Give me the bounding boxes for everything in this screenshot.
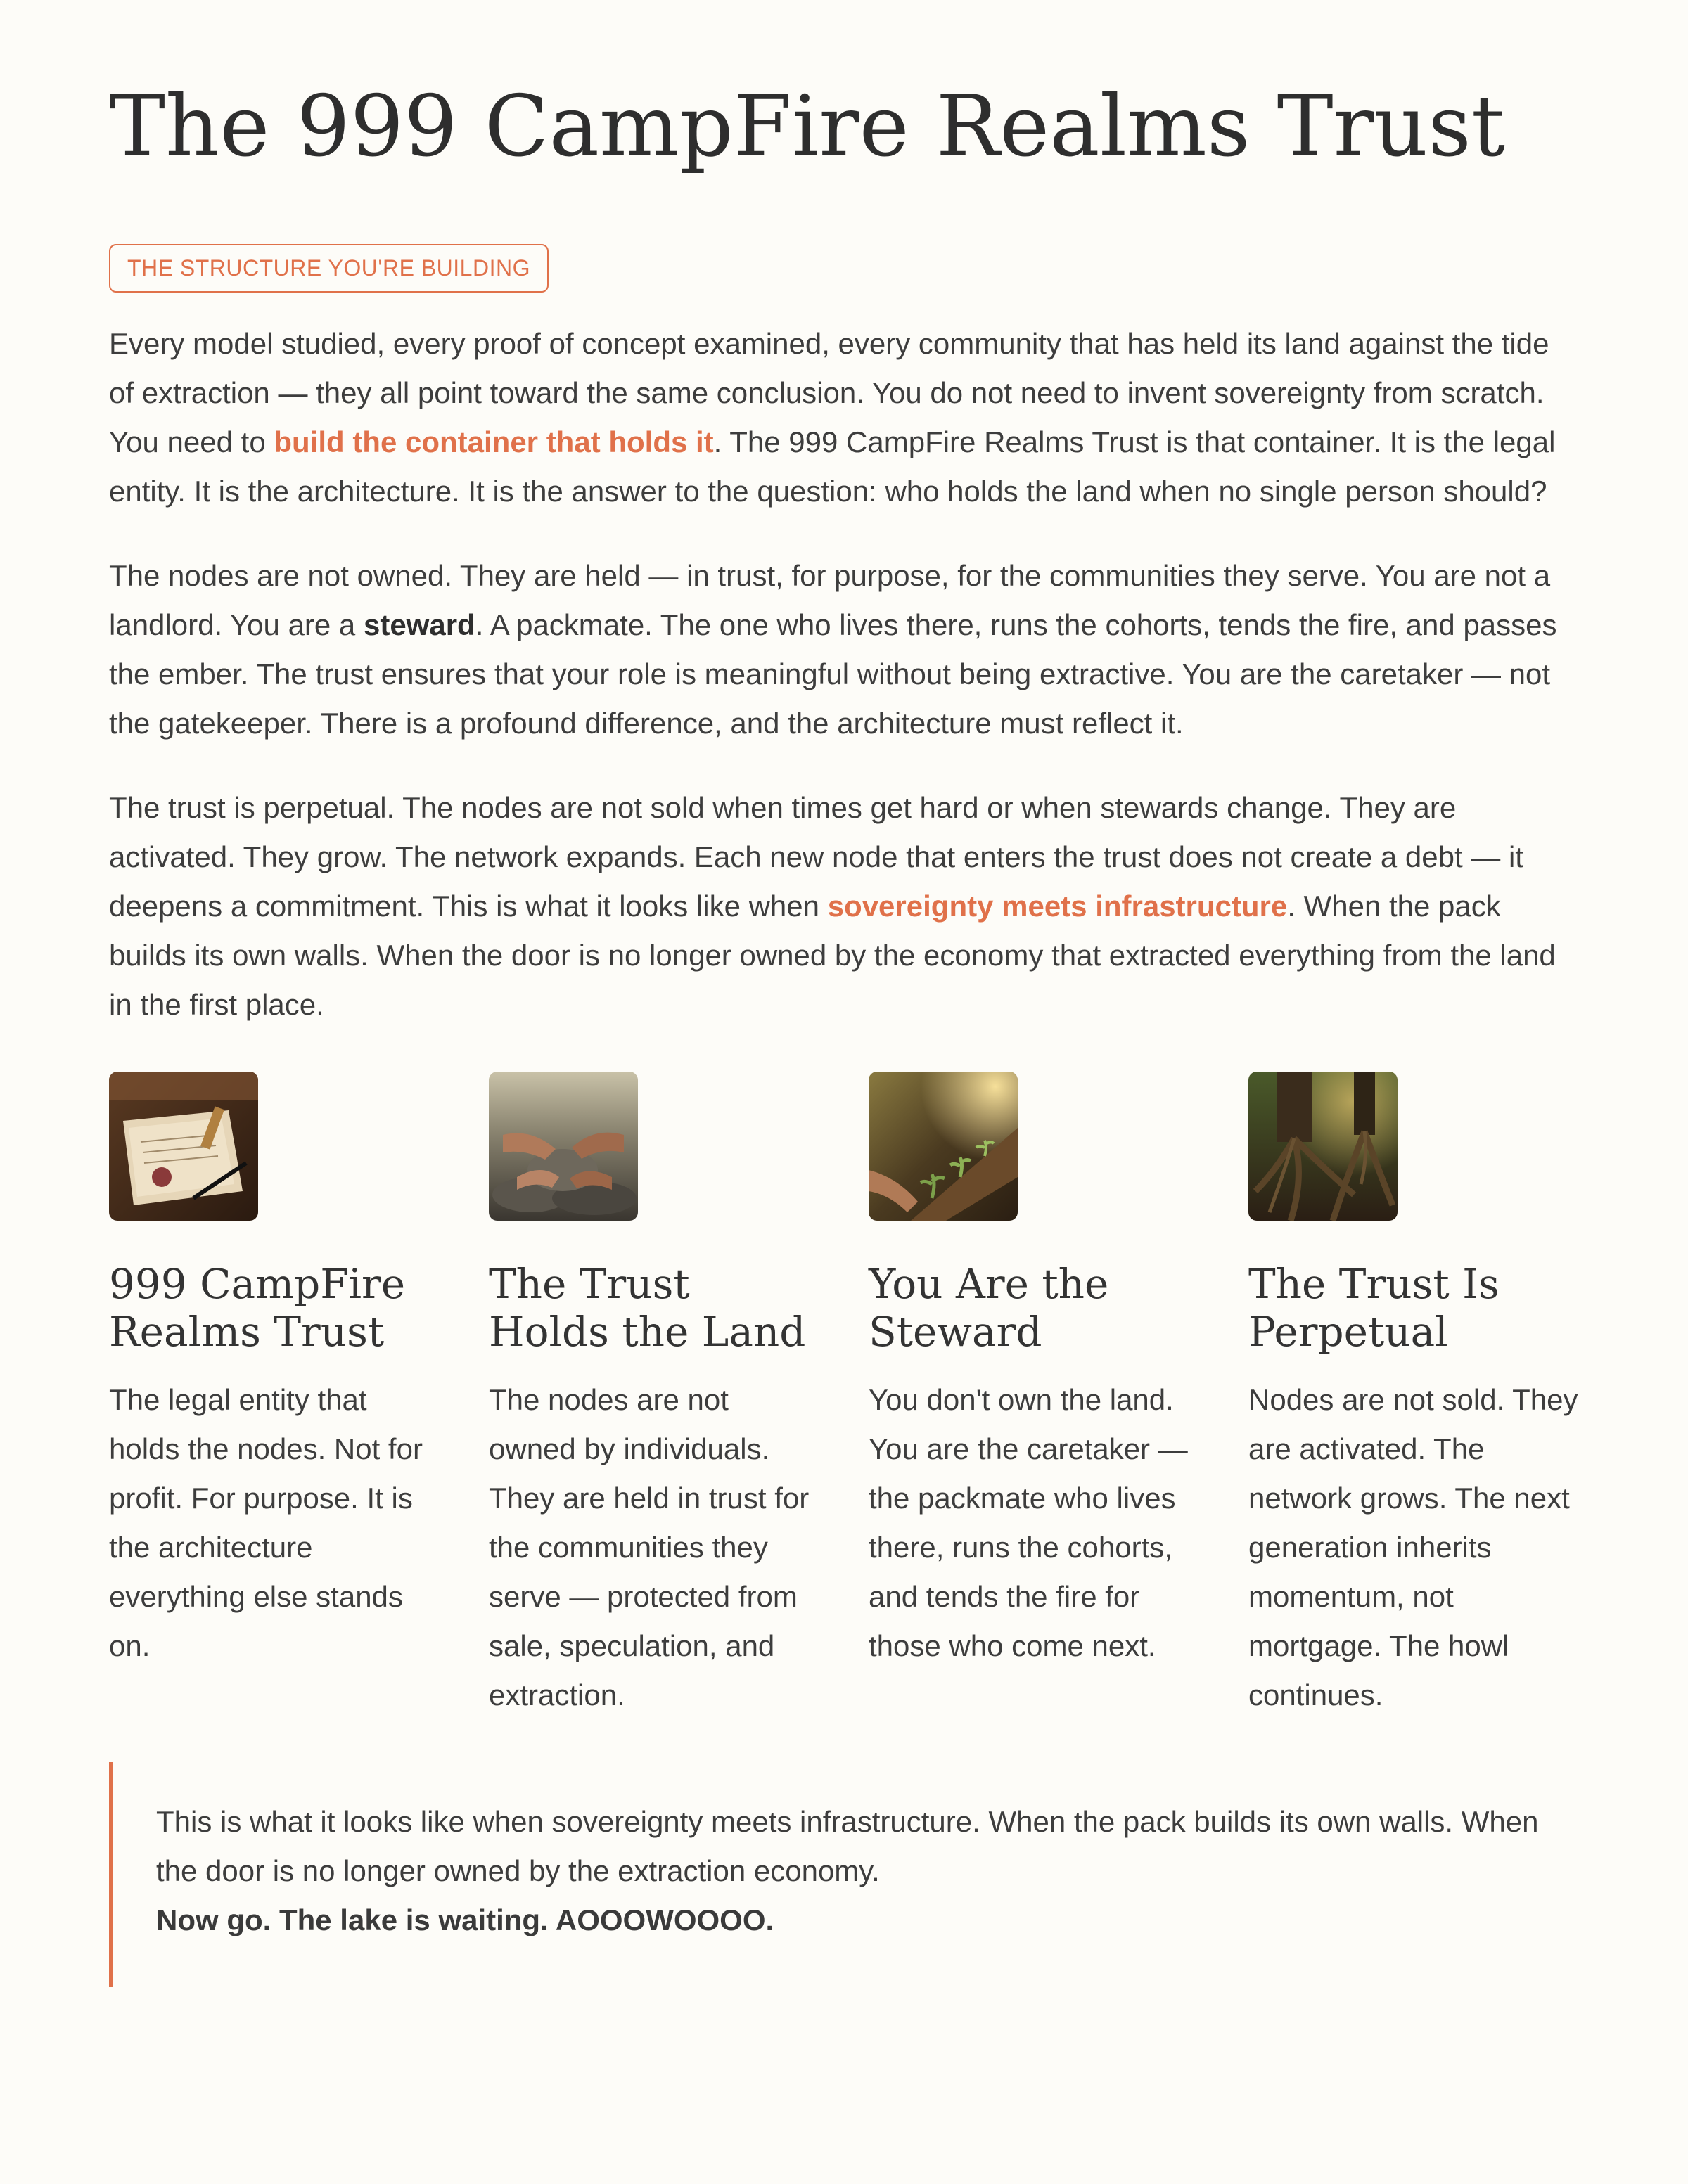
card-trust-holds-land bbox=[489, 1072, 819, 1720]
page-title: The 999 CampFire Realms Trust bbox=[109, 78, 1506, 176]
card-body: The nodes are not owned by individuals. They are held in trust for the communities they serve — protected from sale, speculation, and extraction. bbox=[489, 1383, 810, 1711]
quote-closing: Now go. The lake is waiting. AOOOWOOOO. bbox=[156, 1903, 774, 1936]
card-title: The Trust Is Perpetual bbox=[1248, 1260, 1500, 1356]
card-body: You don't own the land. You are the caretaker — the packmate who lives there, runs the cohorts, and tends the fire for those who come next. bbox=[869, 1383, 1188, 1662]
hands-stone-icon bbox=[489, 1072, 638, 1221]
card-body: Nodes are not sold. They are activated. The network grows. The next generation inherits momentum, not mortgage. The howl continues. bbox=[1248, 1383, 1578, 1711]
intro-p1-highlight: build the container that holds it bbox=[274, 425, 714, 458]
intro-p3-highlight: sovereignty meets infrastructure bbox=[827, 889, 1288, 923]
card-title: 999 CampFire Realms Trust bbox=[109, 1260, 406, 1356]
intro-p1-text-a: Every model studied, every proof of concept examined, every community that has held its land against the tide of extraction — they all point toward the same conclusion. You do not need to invent sovereignty from scratch. You need to bbox=[109, 327, 1549, 458]
intro-paragraph-3 bbox=[109, 783, 1579, 1029]
section-tag: THE STRUCTURE YOU'RE BUILDING bbox=[109, 244, 549, 293]
card-body: The legal entity that holds the nodes. Not for profit. For purpose. It is the architecture everything else stands on. bbox=[109, 1383, 423, 1662]
intro-paragraph-2 bbox=[109, 551, 1579, 748]
feature-cards bbox=[109, 1072, 1579, 1720]
intro-p2-text-a: The nodes are not owned. They are held — in trust, for purpose, for the communities they serve. You are not a landlord. You are a bbox=[109, 559, 1551, 641]
documents-seal-icon bbox=[109, 1072, 258, 1221]
intro-p1-text-b: . The 999 CampFire Realms Trust is that container. It is the legal entity. It is the architecture. It is the answer to the question: who holds the land when no single person should? bbox=[109, 425, 1556, 508]
card-steward bbox=[869, 1072, 1199, 1720]
card-title: You Are the Steward bbox=[869, 1260, 1109, 1356]
intro-p2-bold: steward bbox=[363, 608, 475, 641]
closing-quote bbox=[109, 1762, 1579, 1987]
quote-text: This is what it looks like when sovereignty meets infrastructure. When the pack builds its own walls. When the door is no longer owned by the extraction economy. bbox=[156, 1805, 1539, 1887]
card-title: The Trust Holds the Land bbox=[489, 1260, 806, 1356]
seedling-garden-icon bbox=[869, 1072, 1018, 1221]
intro-paragraph-1 bbox=[109, 319, 1579, 516]
intro-prose bbox=[109, 319, 1579, 1029]
intro-p3-text-a: The trust is perpetual. The nodes are not sold when times get hard or when stewards change. They are activated. They grow. The network expands. Each new node that enters the trust does not create a debt — it deepens a commitment. This is what it looks like when bbox=[109, 791, 1523, 923]
intro-p2-text-b: . A packmate. The one who lives there, runs the cohorts, tends the fire, and passes the ember. The trust ensures that your role is meaningful without being extractive. You are the caretaker — not the gatekeeper. There is a profound difference, and the architecture must reflect it. bbox=[109, 608, 1557, 740]
tree-roots-icon bbox=[1248, 1072, 1398, 1221]
card-perpetual bbox=[1248, 1072, 1579, 1720]
card-legal-entity bbox=[109, 1072, 440, 1720]
intro-p3-text-b: . When the pack builds its own walls. When the door is no longer owned by the economy that extracted everything from the land in the first place. bbox=[109, 889, 1556, 1021]
